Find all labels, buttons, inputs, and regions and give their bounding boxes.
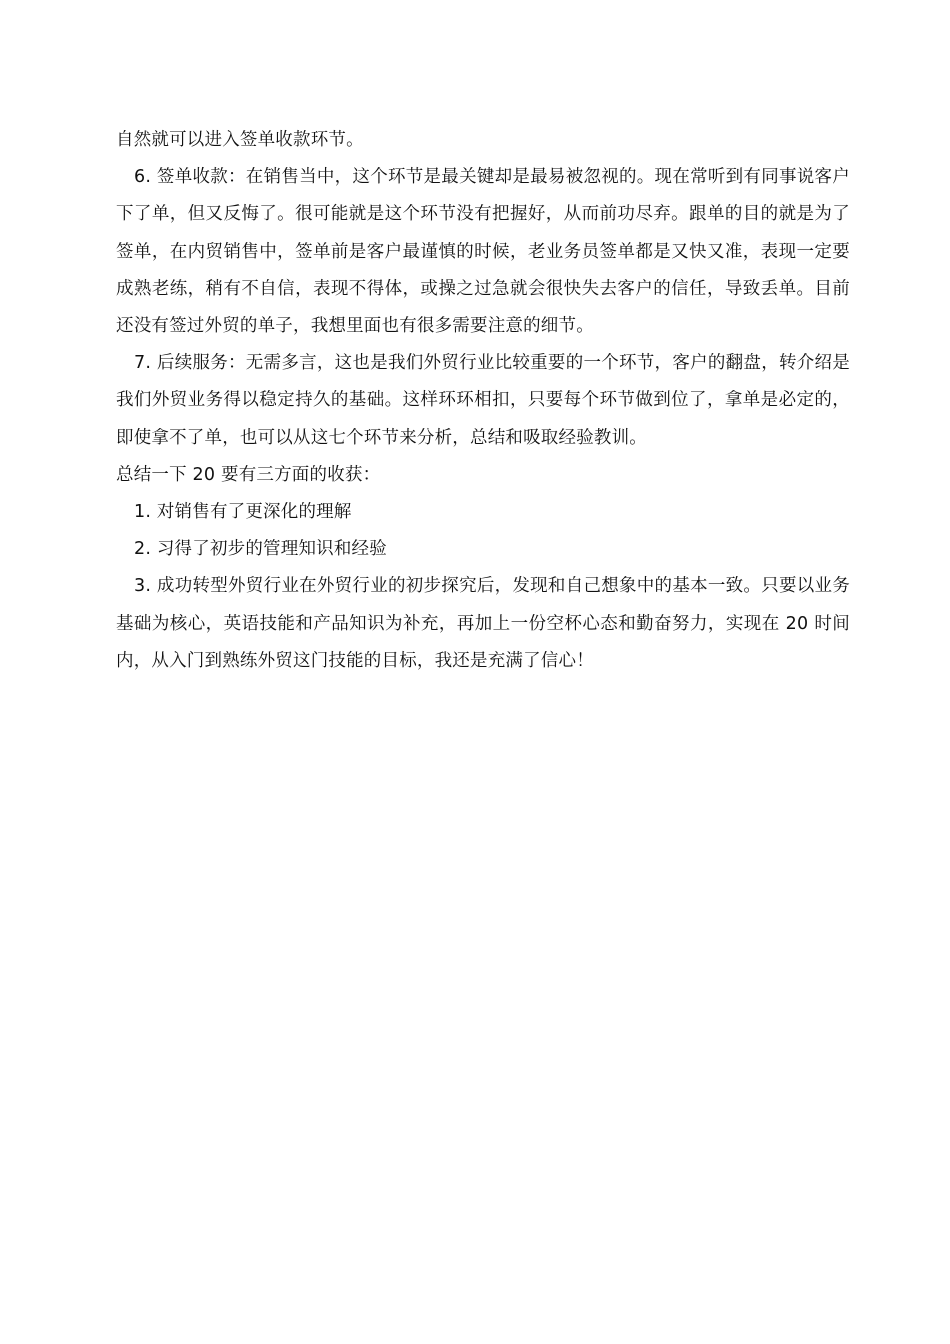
paragraph-after-service: 7. 后续服务：无需多言，这也是我们外贸行业比较重要的一个环节，客户的翻盘，转介绍是我们外贸业务得以稳定持久的基础。这样环环相扣，只要每个环节做到位了，拿单是必定的，即使拿不了单，也可以从这七个环节来分析，总结和吸取经验教训。 <box>116 353 850 448</box>
paragraph-signing-payment: 6. 签单收款：在销售当中，这个环节是最关键却是最易被忽视的。现在常听到有同事说客户下了单，但又反悔了。很可能就是这个环节没有把握好，从而前功尽弃。跟单的目的就是为了签单，在内贸销售中，签单前是客户最谨慎的时候，老业务员签单都是又快又准，表现一定要成熟老练，稍有不自信，表现不得体，或操之过急就会很快失去客户的信任，导致丢单。目前还没有签过外贸的单子，我想里面也有很多需要注意的细节。 <box>116 167 850 337</box>
paragraph-summary-heading: 总结一下 20 要有三方面的收获： <box>116 464 381 485</box>
document-body <box>116 122 850 680</box>
list-item-1: 1. 对销售有了更深化的理解 <box>134 502 352 523</box>
list-item-3: 3. 成功转型外贸行业在外贸行业的初步探究后，发现和自己想象中的基本一致。只要以业务基础为核心，英语技能和产品知识为补充，再加上一份空杯心态和勤奋努力，实现在 20 时间内，从入门到熟练外贸这门技能的目标，我还是充满了信心！ <box>116 576 850 671</box>
list-item-2: 2. 习得了初步的管理知识和经验 <box>134 539 387 560</box>
paragraph-continuation: 自然就可以进入签单收款环节。 <box>116 130 364 150</box>
